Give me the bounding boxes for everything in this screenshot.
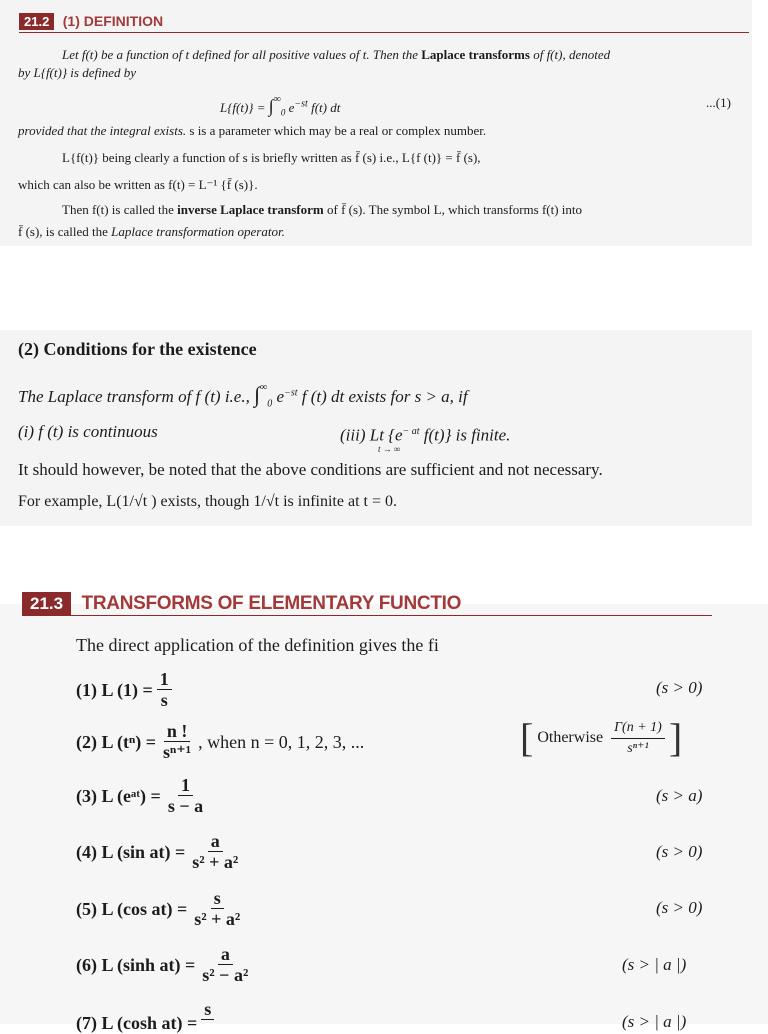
text: The Laplace transform of f (t) i.e.,	[18, 387, 255, 406]
otherwise-note	[520, 715, 683, 760]
condition-i: (i) f (t) is continuous	[18, 422, 158, 441]
formula-2	[76, 722, 364, 761]
left-bracket: [	[520, 715, 534, 760]
definition-line-5: which can also be written as f(t) = L⁻¹ {f̄ (s)}.	[18, 177, 258, 192]
text: f̄ (s), is called the	[18, 224, 112, 239]
condition-5: (s > 0)	[656, 898, 703, 917]
denominator: s² − a²	[202, 965, 249, 985]
exponent: − at	[402, 426, 420, 437]
condition-iii	[340, 422, 510, 446]
formula-6	[76, 945, 255, 984]
numerator: s	[201, 1000, 214, 1020]
text: f (t) dt exists for s > a, if	[297, 387, 468, 406]
fraction	[189, 832, 241, 871]
text: of f̄ (s). The symbol L, which transforms f(t) into	[323, 202, 583, 217]
formula-lhs: (7) L (cosh at) =	[76, 1013, 198, 1033]
numerator: s	[211, 889, 224, 909]
numerator: a	[208, 832, 223, 852]
text: Then f(t) is called the	[62, 202, 178, 217]
equation-number: ...(1)	[706, 95, 731, 110]
fraction	[611, 719, 665, 758]
denominator: sⁿ⁺¹	[627, 740, 649, 756]
exponent: −st	[284, 387, 298, 399]
definition-line-2: by L{f(t)} is defined by	[18, 65, 136, 80]
text: of f(t), denoted	[529, 47, 611, 62]
otherwise-label: Otherwise	[537, 729, 604, 746]
formula-lhs: (1) L (1) =	[76, 679, 153, 700]
fraction	[160, 722, 194, 761]
numerator: a	[218, 945, 233, 965]
section-number-badge: 21.2	[19, 13, 54, 30]
fraction	[199, 945, 251, 984]
right-bracket: ]	[668, 715, 683, 760]
definition-line-7	[18, 224, 285, 240]
integral-sign: ∫	[268, 96, 274, 116]
fraction	[201, 1000, 214, 1020]
upper-limit: ∞	[273, 94, 281, 105]
section-header-21-3	[22, 593, 461, 615]
condition-6: (s > | a |)	[622, 955, 687, 974]
section-number-badge: 21.3	[22, 592, 71, 615]
conditions-heading: (2) Conditions for the existence	[18, 339, 257, 359]
text: provided that the integral exists.	[18, 123, 190, 138]
denominator: sⁿ⁺¹	[163, 742, 192, 762]
denominator: s − a	[167, 796, 204, 816]
lower-limit: 0	[267, 398, 273, 410]
term-operator: Laplace transformation operator.	[111, 224, 285, 239]
conditions-line-3: It should however, be noted that the above conditions are sufficient and not necessary.	[18, 460, 603, 479]
fraction	[165, 776, 206, 815]
text: Let f(t) be a function of t defined for all positive values of t. Then the	[62, 47, 422, 62]
denominator: s² + a²	[194, 909, 241, 929]
condition-7: (s > | a |)	[622, 1012, 687, 1031]
definition-line-4: L{f(t)} being clearly a function of s is briefly written as f̄ (s) i.e., L{f (t)} = f̄ (s),	[62, 150, 481, 165]
condition-4: (s > 0)	[656, 842, 703, 861]
condition-3: (s > a)	[656, 786, 703, 805]
formula-lhs: (4) L (sin at) =	[76, 841, 186, 862]
section-title: TRANSFORMS OF ELEMENTARY FUNCTIO	[81, 593, 462, 614]
integral-sign: ∫	[254, 382, 261, 407]
formula-lhs: (6) L (sinh at) =	[76, 954, 196, 975]
condition-1: (s > 0)	[656, 678, 703, 697]
eq-lhs: L{f(t)} =	[220, 100, 269, 115]
exponent: −st	[294, 98, 308, 110]
text: (iii) Lt {e	[340, 425, 403, 445]
formula-lhs: (5) L (cos at) =	[76, 898, 188, 919]
definition-line-3	[18, 123, 486, 139]
numerator: 1	[157, 670, 172, 690]
denominator: s	[160, 690, 168, 710]
numerator: Γ(n + 1)	[611, 719, 665, 739]
formula-lhs: (2) L (tⁿ) =	[76, 731, 156, 752]
section-rule	[22, 615, 712, 616]
formula-7	[76, 1000, 218, 1034]
text: s is a parameter which may be a real or complex number.	[189, 123, 487, 138]
formula-3	[76, 776, 210, 815]
fraction	[191, 889, 243, 928]
formula-4	[76, 832, 245, 871]
transforms-intro: The direct application of the definition gives the fi	[76, 635, 439, 655]
section-rule	[19, 32, 749, 33]
limit-subscript: t → ∞	[378, 444, 401, 454]
conditions-line-4: For example, L(1/√t ) exists, though 1/√t is infinite at t = 0.	[18, 493, 397, 510]
formula-5	[76, 889, 247, 928]
fraction	[157, 670, 172, 709]
denominator: s² + a²	[192, 852, 239, 872]
formula-suffix: , when n = 0, 1, 2, 3, ...	[198, 731, 365, 752]
section-header-21-2	[19, 13, 163, 31]
formula-1	[76, 670, 176, 709]
exp-base: e	[288, 100, 295, 115]
upper-limit: ∞	[260, 382, 268, 393]
conditions-line-1: The Laplace transform of f (t) i.e., $\int^\infty_0$ $e^{-st}$ f (t) dt exists for s > a, if	[18, 382, 468, 410]
definition-equation	[220, 92, 340, 121]
definition-line-6	[62, 202, 582, 218]
lower-limit: 0	[280, 107, 286, 118]
section-title: (1) DEFINITION	[62, 13, 164, 29]
eq-rhs: f(t) dt	[307, 100, 341, 115]
formula-lhs: (3) L (eᵃᵗ) =	[76, 785, 161, 806]
numerator: n !	[164, 722, 191, 742]
text: f(t)} is finite.	[419, 425, 511, 445]
term-laplace-transforms: Laplace transforms	[421, 47, 530, 62]
term-inverse-laplace: inverse Laplace transform	[177, 202, 324, 217]
numerator: 1	[178, 776, 193, 796]
definition-line-1	[62, 47, 610, 63]
